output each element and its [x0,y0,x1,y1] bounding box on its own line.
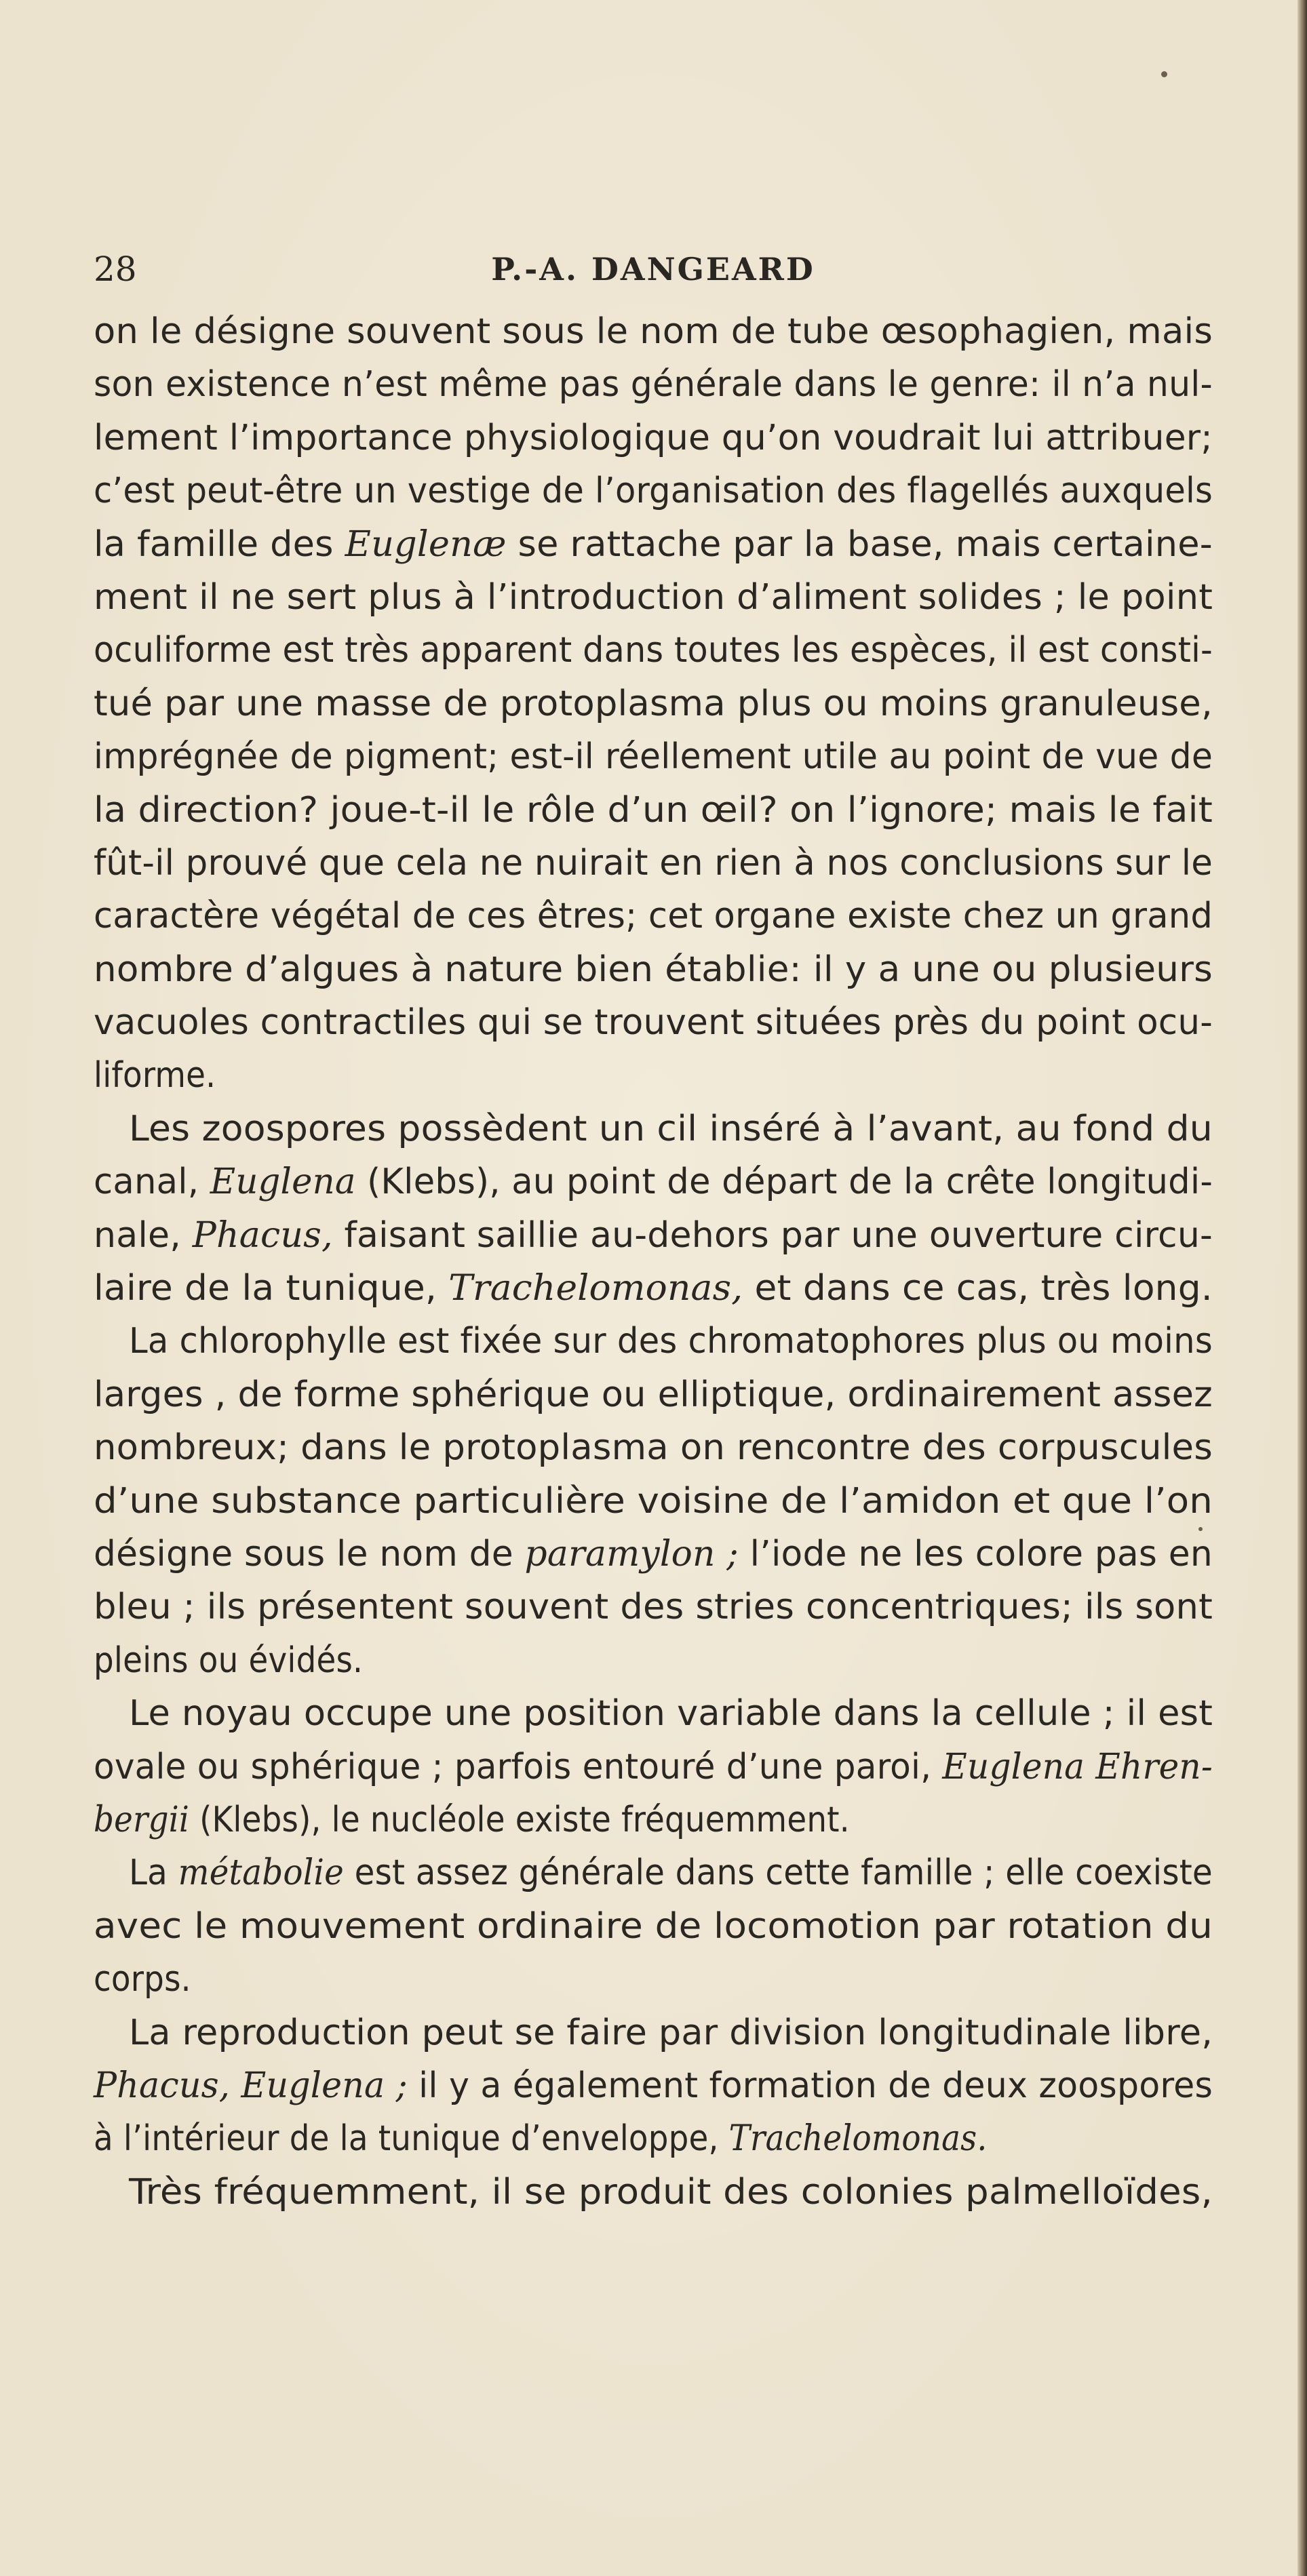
text-line-content [94,1049,216,1102]
text-line-content [94,730,1213,783]
text-run: et dans ce cas, très long. [743,1268,1213,1309]
text-line [94,1634,1213,1687]
text-run: caractère végétal de ces êtres; cet organe existe chez un grand [94,896,1213,937]
text-line-content [94,890,1213,943]
text-line-content [94,1900,1213,1953]
text-line [94,2059,1213,2112]
text-run: faisant saillie au-dehors par une ouverture circu- [332,1214,1213,1256]
text-line-content [94,784,1213,837]
text-line-content [94,1634,363,1687]
text-line [94,1794,1213,1846]
text-run: à l’intérieur de la tunique d’enveloppe, [94,2118,729,2160]
text-line [94,1953,1213,2006]
text-line-content [94,1155,1213,1208]
text-line-content [94,571,1213,624]
page-number: 28 [94,250,137,289]
italic-term: Euglena [210,1162,356,1203]
text-line-content [94,464,1213,517]
text-line-content [94,2059,1213,2112]
italic-term: Phacus, [94,2065,231,2106]
text-line [94,1049,1213,1102]
text-line [94,890,1213,943]
page-header [94,245,1213,293]
text-line-content [129,1103,1213,1155]
text-line-content [94,1262,1213,1315]
text-line [94,1475,1213,1528]
text-run: Les zoospores possèdent un cil inséré à l’avant, au fond du [129,1108,1213,1149]
text-run: (Klebs), au point de départ de la crête longitudi- [355,1162,1213,1203]
text-run: c’est peut-être un vestige de l’organisation des flagellés auxquels [94,471,1213,512]
running-head: P.-A. DANGEARD [491,251,815,288]
text-line [94,1528,1213,1581]
italic-term: Euglenæ [345,523,507,565]
text-run: se rattache par la base, mais certaine- [506,523,1213,565]
text-line [94,1421,1213,1474]
text-line-content [94,518,1213,571]
text-line-content [94,412,1213,464]
text-line [94,1368,1213,1421]
text-line [94,837,1213,890]
text-line-content [129,2006,1213,2059]
text-line [94,624,1213,677]
text-run: La reproduction peut se faire par division longitudinale libre, [129,2012,1213,2053]
text-line [94,2166,1213,2219]
text-line [94,1687,1213,1740]
text-line [94,358,1213,411]
text-run: d’une substance particulière voisine de l’amidon et que l’on [94,1480,1213,1522]
text-run: est assez générale dans cette famille ; elle coexiste [343,1852,1213,1894]
text-run: nombre d’algues à nature bien établie: il y a une ou plusieurs [94,949,1213,990]
text-line [94,2112,1213,2165]
text-line [94,2006,1213,2059]
text-line-content [94,996,1213,1049]
text-line-content [94,305,1213,358]
text-line [94,518,1213,571]
text-line [94,1209,1213,1262]
page-edge-shadow [1298,0,1307,2576]
text-line-content [94,1741,1213,1794]
text-line-content [94,1475,1213,1528]
text-run: son existence n’est même pas générale dans le genre: il n’a nul- [94,364,1213,405]
text-line-content [94,1528,1213,1581]
text-line [94,1103,1213,1155]
text-run: fût-il prouvé que cela ne nuirait en rien à nos conclusions sur le [94,842,1213,884]
text-line-content [94,1421,1213,1474]
italic-term: Euglena ; [241,2065,408,2106]
text-line-content [94,2112,987,2165]
text-line-content [129,1315,1213,1368]
text-run [230,2065,241,2106]
text-line-content [129,1846,1213,1899]
text-run: ment il ne sert plus à l’introduction d’aliment solides ; le point [94,576,1213,618]
text-run: l’iode ne les colore pas en [738,1533,1213,1574]
text-line [94,464,1213,517]
text-line [94,571,1213,624]
text-line-content [129,2166,1213,2219]
text-line-content [94,943,1213,996]
text-line [94,1315,1213,1368]
text-line [94,1581,1213,1633]
text-run: liforme. [94,1055,216,1096]
text-line [94,677,1213,730]
text-run: oculiforme est très apparent dans toutes les espèces, il est consti- [94,630,1213,671]
text-run: il y a également formation de deux zoospores [407,2065,1213,2106]
text-line-content [94,358,1213,411]
text-line-content [94,677,1213,730]
italic-term: Phacus, [192,1214,333,1256]
text-run: la direction? joue-t-il le rôle d’un œil? on l’ignore; mais le fait [94,789,1213,831]
text-run: avec le mouvement ordinaire de locomotion par rotation du [94,1905,1213,1947]
text-run: lement l’importance physiologique qu’on voudrait lui attribuer; [94,417,1213,458]
text-run: ovale ou sphérique ; parfois entouré d’une paroi, [94,1746,943,1787]
text-line [94,412,1213,464]
text-run: Le noyau occupe une position variable dans la cellule ; il est [129,1693,1213,1735]
text-line-content [94,837,1213,890]
italic-term: Trachelomonas. [728,2118,988,2160]
italic-term: métabolie [178,1852,344,1894]
text-line [94,1262,1213,1315]
text-line [94,1155,1213,1208]
text-run: vacuoles contractiles qui se trouvent situées près du point ocu- [94,1002,1213,1044]
text-run: (Klebs), le nucléole existe fréquemment. [189,1799,850,1840]
text-run: canal, [94,1162,210,1203]
text-line-content [94,1581,1213,1633]
italic-term: bergii [94,1799,190,1840]
text-line-content [94,1953,191,2006]
text-run: tué par une masse de protoplasma plus ou moins granuleuse, [94,683,1213,724]
text-run: nombreux; dans le protoplasma on rencontre des corpuscules [94,1427,1213,1469]
text-run: pleins ou évidés. [94,1640,364,1681]
text-run: nale, [94,1214,193,1256]
text-run: corps. [94,1959,191,2000]
text-line [94,784,1213,837]
text-run: on le désigne souvent sous le nom de tube œsophagien, mais [94,311,1213,352]
text-run: La chlorophylle est fixée sur des chromatophores plus ou moins [129,1321,1213,1362]
text-line [94,1741,1213,1794]
text-run: imprégnée de pigment; est-il réellement utile au point de vue de [94,736,1213,778]
paper-speck [1161,71,1167,77]
text-line-content [94,624,1213,677]
text-run: la famille des [94,523,345,565]
text-line-content [94,1794,850,1846]
text-line [94,305,1213,358]
text-line-content [129,1687,1213,1740]
text-run: Très fréquemment, il se produit des colonies palmelloïdes, [129,2171,1213,2213]
italic-term: paramylon ; [524,1533,739,1574]
text-line [94,943,1213,996]
text-line [94,1900,1213,1953]
text-line-content [94,1368,1213,1421]
text-line-content [94,1209,1213,1262]
text-line [94,996,1213,1049]
text-run: larges , de forme sphérique ou elliptique, ordinairement assez [94,1374,1213,1415]
text-line [94,1846,1213,1899]
text-run: désigne sous le nom de [94,1533,525,1574]
text-line [94,730,1213,783]
italic-term: Trachelomonas, [448,1268,743,1309]
text-run: laire de la tunique, [94,1268,449,1309]
text-run: bleu ; ils présentent souvent des stries concentriques; ils sont [94,1587,1213,1628]
text-run: La [129,1852,178,1894]
italic-term: Euglena Ehren- [942,1746,1213,1787]
body-text [94,305,1213,2219]
